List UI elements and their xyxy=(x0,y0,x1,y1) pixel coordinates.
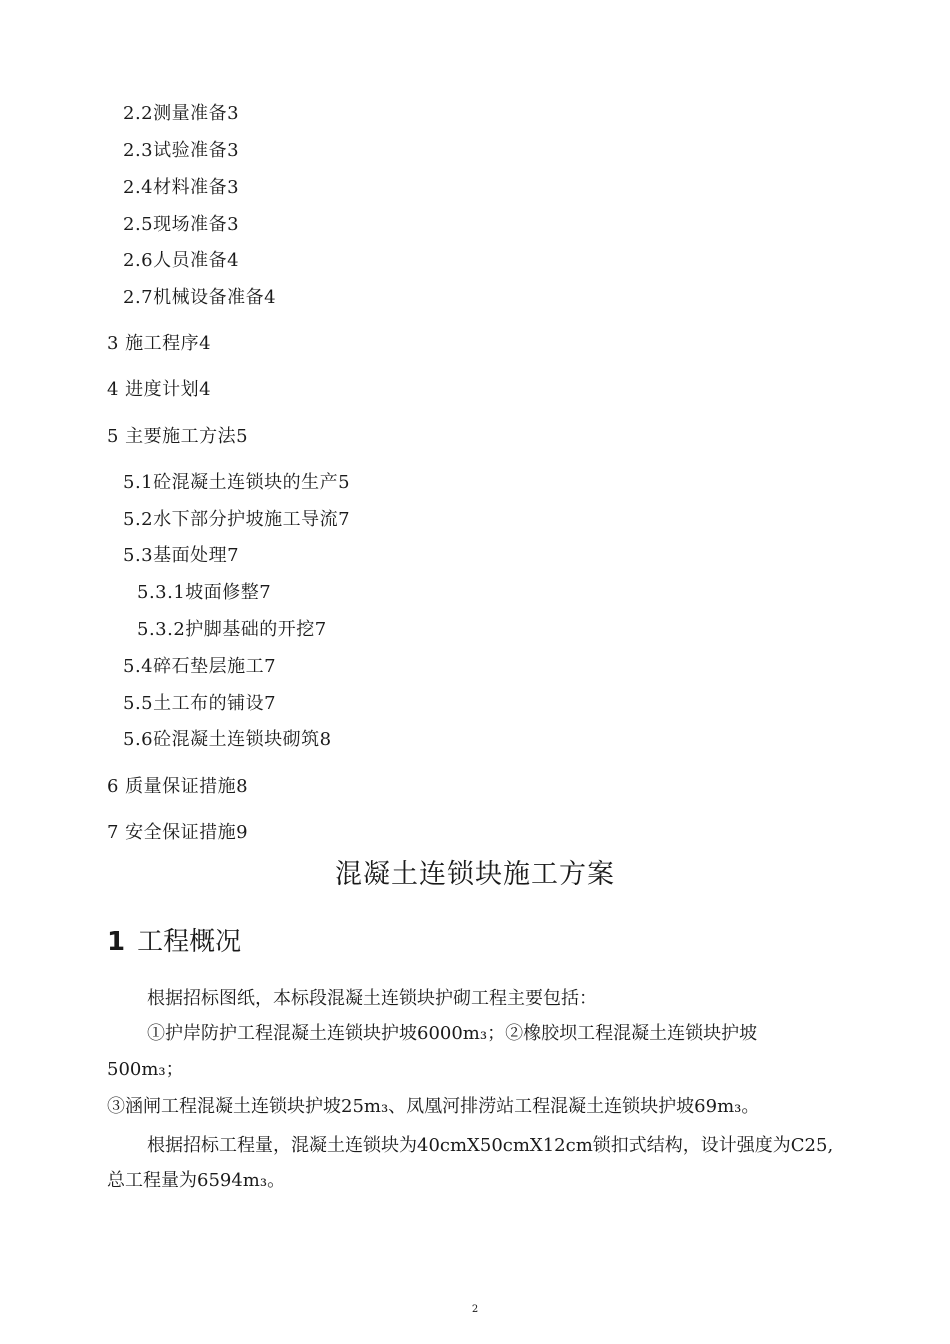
section-heading xyxy=(107,925,241,959)
paragraph-item-1-cont: 500m₃； xyxy=(107,1059,184,1080)
toc-entry-2-5[interactable]: 2.5现场准备3 xyxy=(123,214,240,235)
section-number: 1 xyxy=(107,927,126,957)
paragraph-spec: 根据招标工程量，混凝土连锁块为40cmX50cmX12cm锁扣式结构，设计强度为C25, xyxy=(147,1135,834,1156)
toc-entry-5-4[interactable]: 5.4碎石垫层施工7 xyxy=(123,656,277,677)
toc-entry-7[interactable]: 7 安全保证措施9 xyxy=(107,822,249,843)
toc-entry-2-2[interactable]: 2.2测量准备3 xyxy=(123,103,240,124)
toc-entry-6[interactable]: 6 质量保证措施8 xyxy=(107,776,249,797)
toc-entry-5[interactable]: 5 主要施工方法5 xyxy=(107,426,249,447)
toc-entry-5-1[interactable]: 5.1砼混凝土连锁块的生产5 xyxy=(123,472,351,493)
paragraph-spec-cont: 总工程量为6594m₃。 xyxy=(107,1170,286,1191)
toc-entry-5-3-1[interactable]: 5.3.1坡面修整7 xyxy=(137,582,272,603)
toc-entry-4[interactable]: 4 进度计划4 xyxy=(107,379,212,400)
paragraph-item-1: ①护岸防护工程混凝土连锁块护坡6000m₃；②橡胶坝工程混凝土连锁块护坡 xyxy=(147,1023,758,1044)
toc-entry-5-5[interactable]: 5.5土工布的铺设7 xyxy=(123,693,277,714)
document-title: 混凝土连锁块施工方案 xyxy=(335,859,615,890)
paragraph-intro: 根据招标图纸，本标段混凝土连锁块护砌工程主要包括： xyxy=(147,988,597,1009)
toc-entry-3[interactable]: 3 施工程序4 xyxy=(107,333,212,354)
toc-entry-2-6[interactable]: 2.6人员准备4 xyxy=(123,250,240,271)
toc-entry-5-3-2[interactable]: 5.3.2护脚基础的开挖7 xyxy=(137,619,327,640)
toc-entry-5-2[interactable]: 5.2水下部分护坡施工导流7 xyxy=(123,509,351,530)
section-title: 工程概况 xyxy=(137,927,242,957)
toc-entry-2-3[interactable]: 2.3试验准备3 xyxy=(123,140,240,161)
paragraph-item-3: ③涵闸工程混凝土连锁块护坡25m₃、凤凰河排涝站工程混凝土连锁块护坡69m₃。 xyxy=(107,1096,760,1117)
toc-entry-5-6[interactable]: 5.6砼混凝土连锁块砌筑8 xyxy=(123,729,332,750)
page-number: 2 xyxy=(471,1304,479,1315)
toc-entry-5-3[interactable]: 5.3基面处理7 xyxy=(123,545,240,566)
toc-entry-2-4[interactable]: 2.4材料准备3 xyxy=(123,177,240,198)
toc-entry-2-7[interactable]: 2.7机械设备准备4 xyxy=(123,287,277,308)
